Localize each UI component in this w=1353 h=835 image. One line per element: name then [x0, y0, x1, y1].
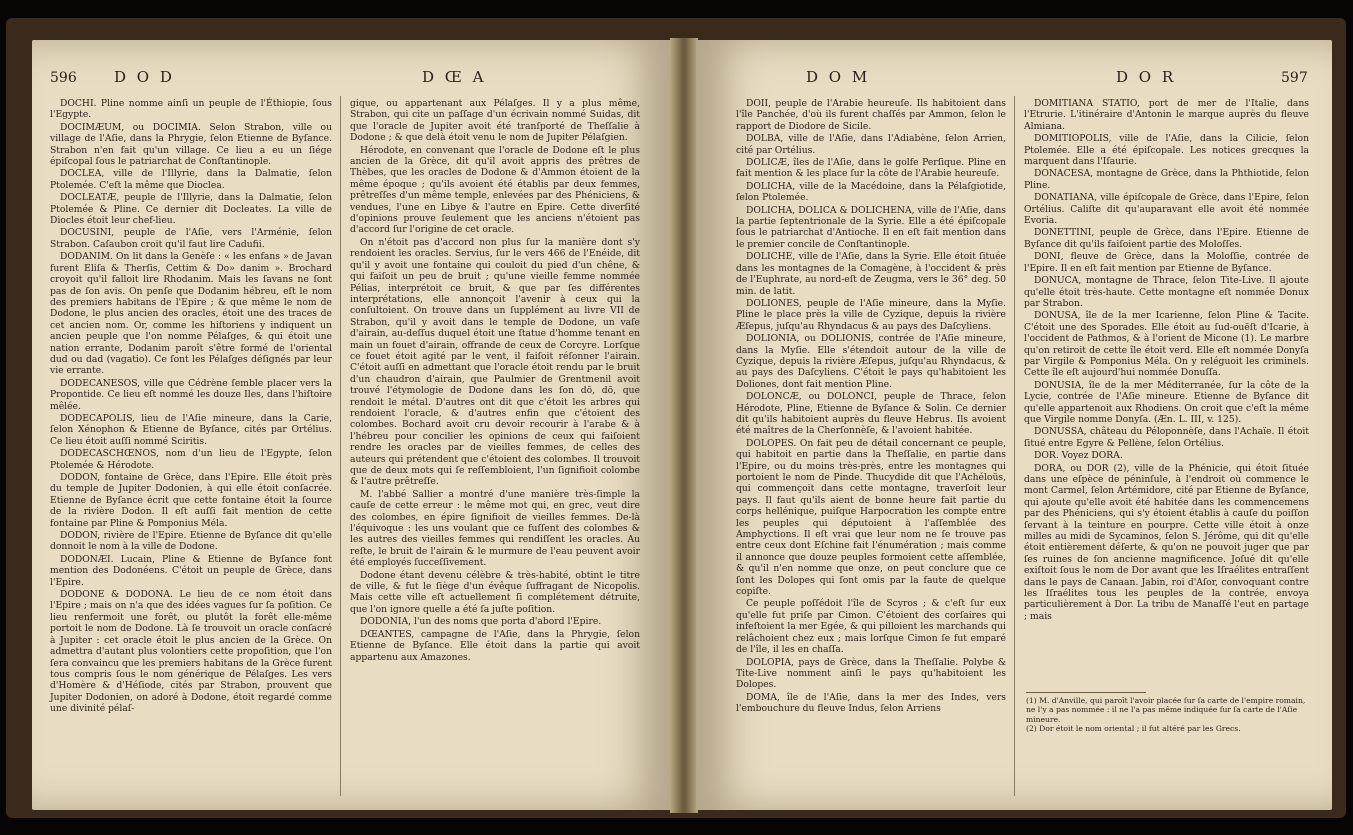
- entry: DOII, peuple de l'Arabie heureuſe. Ils habitoient dans l'île Panchée, d'où ils furent chaſſés par Ammon, ſelon le rapport de Diodore de Sicile.: [736, 98, 1006, 132]
- entry: DOLICHA, DOLICA & DOLICHENA, ville de l'Aſie, dans la partie ſeptentrionale de la Syrie. Elle a été épiſcopale ſous le patriarchat d'Antioche. Il en eſt fait mention dans le premier concile de Conſtantinople.: [736, 204, 1006, 250]
- entry: DOCUSINI, peuple de l'Aſie, vers l'Arménie, ſelon Strabon. Caſaubon croit qu'il faut lire Cadufii.: [50, 227, 332, 250]
- entry: DODONE & DODONA. Le lieu de ce nom étoit dans l'Epire ; mais on n'a que des idées vagues ſur ſa poſition. Ce lieu renfermoit une forêt, ou plutôt la forêt elle-même portoit le nom de Dodone. Là ſe trouvoit un oracle conſacré à Jupiter : cet oracle étoit le plus ancien de la Grèce. On admettra d'autant plus volontiers cette propoſition, que l'on ſera convaincu que les premiers habitans de la Grèce furent tous compris ſous le nom générique de Pélaſges. Les vers d'Homère & d'Héſiode, cités par Strabon, prouvent que Jupiter Dodonien, on adoré à Dodone, étoit regardé comme une divinité pélaſ-: [50, 589, 332, 715]
- entry: gique, ou appartenant aux Pélaſges. Il y a plus même, Strabon, qui cite un paſſage d'un écrivain nommé Suidas, dit que l'oracle de Jupiter avoit été tranſporté de Theſſalie à Dodone ; & que delà étoit venu le nom de Jupiter Pélaſgien.: [350, 98, 640, 144]
- entry: M. l'abbé Sallier a montré d'une manière très-ſimple la cauſe de cette erreur : le même mot qui, en grec, veut dire des colombes, en épire ſignifioit de vieilles femmes. De-là l'équivoque : les uns voulant que ce fuſſent des colombes & les autres des vieilles femmes qui rendiſſent les oracles. Au reſte, le bruit de l'airain & le murmure de l'eau peuvent avoir été employés ſucceſſivement.: [350, 488, 640, 569]
- column-divider: [1014, 96, 1015, 796]
- entry: DORA, ou DOR (2), ville de la Phénicie, qui étoit ſituée dans une eſpèce de péninſule, à l'endroit où commence le mont Carmel, ſelon Artémidore, cité par Etienne de Byſance, qui ajoute qu'elle avoit été habitée dans les commencemens par des Phéniciens, qui s'y étoient établis à cauſe du poiſſon ſervant à la teinture en pourpre. Cette ville étoit à onze milles au midi de Sycaminos, ſelon S. Jérôme, qui dit qu'elle étoit entièrement déſerte, & qu'on ne pouvoit juger que par ſes ruines de ſon ancienne magnificence. Joſué dit qu'elle exiſtoit ſous le nom de Dor avant que les Iſraélites entraſſent dans le pays de Canaan. Jabin, roi d'Aſor, convoquant contre les Iſraélites tous les peuples de la contrée, envoya particulièrement à Dor. La tribu de Manaſſé l'eut en partage ; mais: [1024, 462, 1309, 622]
- entry: DONETTINI, peuple de Grèce, dans l'Epire. Etienne de Byſance dit qu'ils faiſoient partie des Moloſſes.: [1024, 227, 1309, 250]
- running-header-left: D O D: [114, 68, 175, 86]
- entry: DODONÆI. Lucain, Pline & Etienne de Byſance font mention des Dodonéens. C'étoit un peuple de Grèce, dans l'Epire.: [50, 553, 332, 588]
- book-spread: [6, 18, 1346, 818]
- entry: Ce peuple poſſédoit l'île de Scyros ; & c'eſt ſur eux qu'elle fut priſe par Cimon. C'étoient des corſaires qui infeſtoient la mer Egée, & qui pilloient les marchands qui relâchoient chez eux ; mais lorſque Cimon ſe fut emparé de l'île, il les en chaſſa.: [736, 598, 1006, 656]
- entry: DOLIONIA, ou DOLIONIS, contrée de l'Aſie mineure, dans la Myſie. Elle s'étendoit autour de la ville de Cyzique, depuis la rivière Æſepus, juſqu'au Rhyndacus, & au pays des Daſcyliens. C'étoit le pays qu'habitoient les Doliones, dont fait mention Pline.: [736, 333, 1006, 390]
- entry: DOLICÆ, îles de l'Aſie, dans le golfe Perſique. Pline en fait mention & les place ſur la côte de l'Arabie heureuſe.: [736, 157, 1006, 180]
- left-page: [32, 40, 672, 810]
- book-gutter: [670, 38, 698, 813]
- entry: DOLICHE, ville de l'Aſie, dans la Syrie. Elle étoit ſituée dans les montagnes de la Comagène, à l'occident & près de l'Euphrate, au nord-eſt de Zeugma, vers le 36° deg. 50 min. de latit.: [736, 251, 1006, 297]
- entry: Dodone étant devenu célèbre & très-habité, obtint le titre de ville, & fut le ſiège d'un évêque ſuffragant de Nicopolis. Mais cette ville eſt actuellement ſi complétement détruite, que l'on ignore quelle a été ſa juſte poſition.: [350, 569, 640, 615]
- entry: DOMITIANA STATIO, port de mer de l'Italie, dans l'Etrurie. L'itinéraire d'Antonin le marque auprès du fleuve Almiana.: [1024, 98, 1309, 132]
- entry: DOLBA, ville de l'Aſie, dans l'Adiabène, ſelon Arrien, cité par Ortélius.: [736, 133, 1006, 156]
- left-column-1: [50, 98, 332, 716]
- running-header-left: D O M: [806, 68, 871, 86]
- entry: DOR. Voyez DORA.: [1034, 450, 1123, 462]
- entry: DOLONCÆ, ou DOLONCI, peuple de Thrace, ſelon Hérodote, Pline, Etienne de Byſance & Solin. Ce dernier dit qu'ils habitoient auprès du fleuve Hebrus. Ils avoient été maîtres de la Cherſonnèſe, & l'avoient habitée.: [736, 391, 1006, 437]
- entry: DODON, fontaine de Grèce, dans l'Epire. Elle étoit près du temple de Jupiter Dodonien, à qui elle étoit conſacrée. Etienne de Byſance écrit que cette fontaine étoit la ſource de la rivière Dodon. Il eſt auſſi fait mention de cette fontaine par Pline & Pomponius Méla.: [50, 472, 332, 529]
- entry: DOCIMÆUM, ou DOCIMIA. Selon Strabon, ville ou village de l'Aſie, dans la Phrygie, ſelon Etienne de Byſance. Strabon n'en fait qu'un village. Ce lieu a eu un ſiége épiſcopal ſous le patriarchat de Conſtantinople.: [50, 121, 332, 168]
- entry: DONUCA, montagne de Thrace, ſelon Tite-Live. Il ajoute qu'elle étoit très-haute. Cette montagne eſt nommée Donux par Strabon.: [1024, 275, 1309, 309]
- entry: DODECAPOLIS, lieu de l'Aſie mineure, dans la Carie, ſelon Xénophon & Etienne de Byſance, cités par Ortélius. Ce lieu étoit auſſi nommé Sciritis.: [50, 412, 332, 447]
- entry: DOLOPES. On fait peu de détail concernant ce peuple, qui habitoit en partie dans la Theſſalie, en partie dans l'Epire, ou du moins très-près, entre les montagnes qui portoient le nom de Pinde. Thucydide dit que l'Achéloüs, qui commençoit dans cette montagne, traverſoit leur pays. Il faut qu'ils aient de bonne heure fait partie du corps hellénique, puiſque Harpocration les compte entre les peuples qui députoient à l'aſſemblée des Amphyctions. Il eſt vrai que leur nom ne ſe trouve pas entre ceux dont Eſchine fait l'énumération ; mais comme il annonce que douze peuples formoient cette aſſemblée, & qu'il n'en nomme que onze, on peut conclure que ce ſont les Dolopes qui ſont omis par la faute de quelque copiſte.: [736, 437, 1006, 598]
- entry: Hérodote, en convenant que l'oracle de Dodone eſt le plus ancien de la Grèce, dit qu'il avoit appris des prêtres de Thèbes, que les oracles de Dodone & d'Ammon étoient de la même époque ; qu'ils avoient été établis par deux femmes, prêtreſſes d'un même temple, enlevées par des Phéniciens, & vendues, l'une en Libye & l'autre en Epire. Cette diverſité d'opinions prouve ſeulement que les anciens n'étoient pas d'accord ſur l'origine de cet oracle.: [350, 144, 640, 236]
- entry: DONACESA, montagne de Grèce, dans la Phthiotide, ſelon Pline.: [1024, 168, 1309, 191]
- page-number-left: 596: [50, 70, 77, 86]
- entry: DONUSA, île de la mer Icarienne, ſelon Pline & Tacite. C'étoit une des Sporades. Elle étoit au ſud-ouëſt d'Icarie, à l'occident de Pathmos, & à l'orient de Micone (1). Le marbre qu'on retiroit de cette île étoit verd. Elle eſt nommée Donyſa par Virgile & Pomponius Méla. On y reléguoit les criminels. Cette île eſt aujourd'hui nommée Donuſſa.: [1024, 310, 1309, 379]
- entry: DODECANESOS, ville que Cédrène ſemble placer vers la Propontide. Ce lieu eſt nommé les douze Iles, dans l'hiſtoire mêlée.: [50, 377, 332, 412]
- entry: DOCLEA, ville de l'Illyrie, dans la Dalmatie, ſelon Ptolemée. C'eſt la même que Dioclea.: [50, 168, 332, 191]
- entry: DONUSIA, île de la mer Méditerranée, ſur la côte de la Lycie, contrée de l'Aſie mineure. Etienne de Byſance dit qu'elle appartenoit aux Rhodiens. On croit que c'eſt la même que Virgile nomme Donyſa. (Æn. L. III, v. 125).: [1024, 379, 1309, 425]
- entry: DONATIANA, ville épiſcopale de Grèce, dans l'Epire, ſelon Ortélius. Caliſte dit qu'auparavant elle avoit été nommée Evoria.: [1024, 192, 1309, 227]
- running-header-right: D Œ A: [422, 68, 487, 86]
- right-column-2: [1024, 98, 1309, 683]
- entry: DOLIONES, peuple de l'Aſie mineure, dans la Myſie. Pline le place près la ville de Cyzique, depuis la rivière Æſepus, juſqu'au Rhyndacus & au pays des Daſcyliens.: [736, 297, 1006, 332]
- entry: DOMA, île de l'Aſie, dans la mer des Indes, vers l'embouchure du fleuve Indus, ſelon Arriens: [736, 691, 1006, 715]
- entry: DODON, rivière de l'Epire. Etienne de Byſance dit qu'elle donnoit le nom à la ville de Dodone.: [50, 530, 332, 553]
- footnote-rule: [1026, 692, 1146, 693]
- entry: DODECASCHŒNOS, nom d'un lieu de l'Egypte, ſelon Ptolemée & Hérodote.: [50, 448, 332, 471]
- entry: DOCHI. Pline nomme ainſi un peuple de l'Éthiopie, ſous l'Egypte.: [50, 98, 332, 121]
- footnote-2: (2) Dor étoit le nom oriental ; il fut altéré par les Grecs.: [1026, 724, 1241, 734]
- entry: DŒANTES, campagne de l'Aſie, dans la Phrygie, ſelon Etienne de Byſance. Elle étoit dans la partie qui avoit appartenu aux Amazones.: [350, 628, 640, 663]
- entry: On n'étoit pas d'accord non plus ſur la manière dont s'y rendoient les oracles. Servius, ſur le vers 466 de l'Enéide, dit qu'il y avoit une fontaine qui couloit du pied d'un chêne, & qui faiſoit un peu de bruit ; qu'une vieille femme nommée Pélias, interprétoit ce bruit, & que par ſes différentes interprétations, elle annonçoit l'avenir à ceux qui la conſultoient. On trouve dans un ſupplément au livre VII de Strabon, qu'il y avoit dans le temple de Dodone, un vaſe d'airain, au-deſſus duquel étoit une ſtatue d'homme tenant en main un fouet d'airain, offrande de ceux de Corcyre. Lorſque ce fouet étoit agité par le vent, il faiſoit réſonner l'airain. C'étoit auſſi en admettant que l'oracle étoit rendu par le bruit d'un chaudron d'airain, que Paulmier de Grentmenil avoit trouvé l'étymologie de Dodone dans les ſon dō, dō, que rendoit le métal. D'autres ont dit que c'étoit les arbres qui rendoient l'oracle, & d'autres enfin que c'étoient des colombes. Bochard avoit cru devoir recourir à l'arabe & à l'hébreu pour concilier les opinions de ceux qui faiſoient rendre les oracles par de vieilles femmes, de celles des auteurs qui prétendent que c'étoient des colombes. Il trouvoit que de deux mots qui ſe reſſembloient, l'un ſignifioit colombe & l'autre prêtreſſe.: [350, 236, 640, 488]
- right-column-1: [736, 98, 1006, 716]
- page-number-right: 597: [1281, 70, 1308, 86]
- entry: DOMITIOPOLIS, ville de l'Aſie, dans la Cilicie, ſelon Ptolemée. Elle a été épiſcopale. Les notices grecques la marquent dans l'Iſaurie.: [1024, 133, 1309, 168]
- entry: DOLOPIA, pays de Grèce, dans la Theſſalie. Polybe & Tite-Live nomment ainſi le pays qu'habitoient les Dolopes.: [736, 656, 1006, 691]
- entry: DODANIM. On lit dans la Genèſe : « les enfans » de Javan furent Eliſa & Therſis, Cettim & Do» danim ». Brochard croyoit qu'il falloit lire Rhodanim. Mais les ſavans ne ſont pas de ſon avis. On penſe que Dodanim hébreu, eſt le nom des premiers habitans de l'Epire ; & que même le nom de Dodone, le plus ancien des oracles, étoit une des traces de cet ancien nom. Or, comme les hiſtoriens y indiquent un ancien peuple que l'on nomme Pélaſges, & qui étoit une nation errante, Dodanim paroît s'être formé de l'oriental dud ou dad (vagatio). Ce ſont les Pélaſges déſignés par leur vie errante.: [50, 251, 332, 377]
- entry: DONI, fleuve de Grèce, dans la Moloſſie, contrée de l'Epire. Il en eſt fait mention par Etienne de Byſance.: [1024, 251, 1309, 274]
- column-divider: [340, 96, 341, 796]
- entry: DOCLEATÆ, peuple de l'Illyrie, dans la Dalmatie, ſelon Ptolemée & Pline. Ce dernier dit Docleates. La ville de Diocles étoit leur chef-lieu.: [50, 192, 332, 227]
- running-header-right: D O R: [1116, 68, 1177, 86]
- footnote-1: (1) M. d'Anville, qui paroît l'avoir placée ſur ſa carte de l'empire romain, ne l'y a pas nommée : il ne l'a pas même indiquée ſur ſa carte de l'Aſie mineure.: [1026, 696, 1306, 724]
- entry: DOLICHA, ville de la Macédoine, dans la Pélaſgiotide, ſelon Ptolemée.: [736, 180, 1006, 204]
- entry: DONUSSA, château du Péloponnèſe, dans l'Achaïe. Il étoit ſitué entre Egyre & Pellène, ſelon Ortélius.: [1024, 426, 1309, 449]
- left-column-2: [350, 98, 640, 664]
- right-page: [696, 40, 1332, 810]
- footnotes: [1026, 696, 1308, 734]
- entry: DODONIA, l'un des noms que porta d'abord l'Epire.: [360, 616, 602, 628]
